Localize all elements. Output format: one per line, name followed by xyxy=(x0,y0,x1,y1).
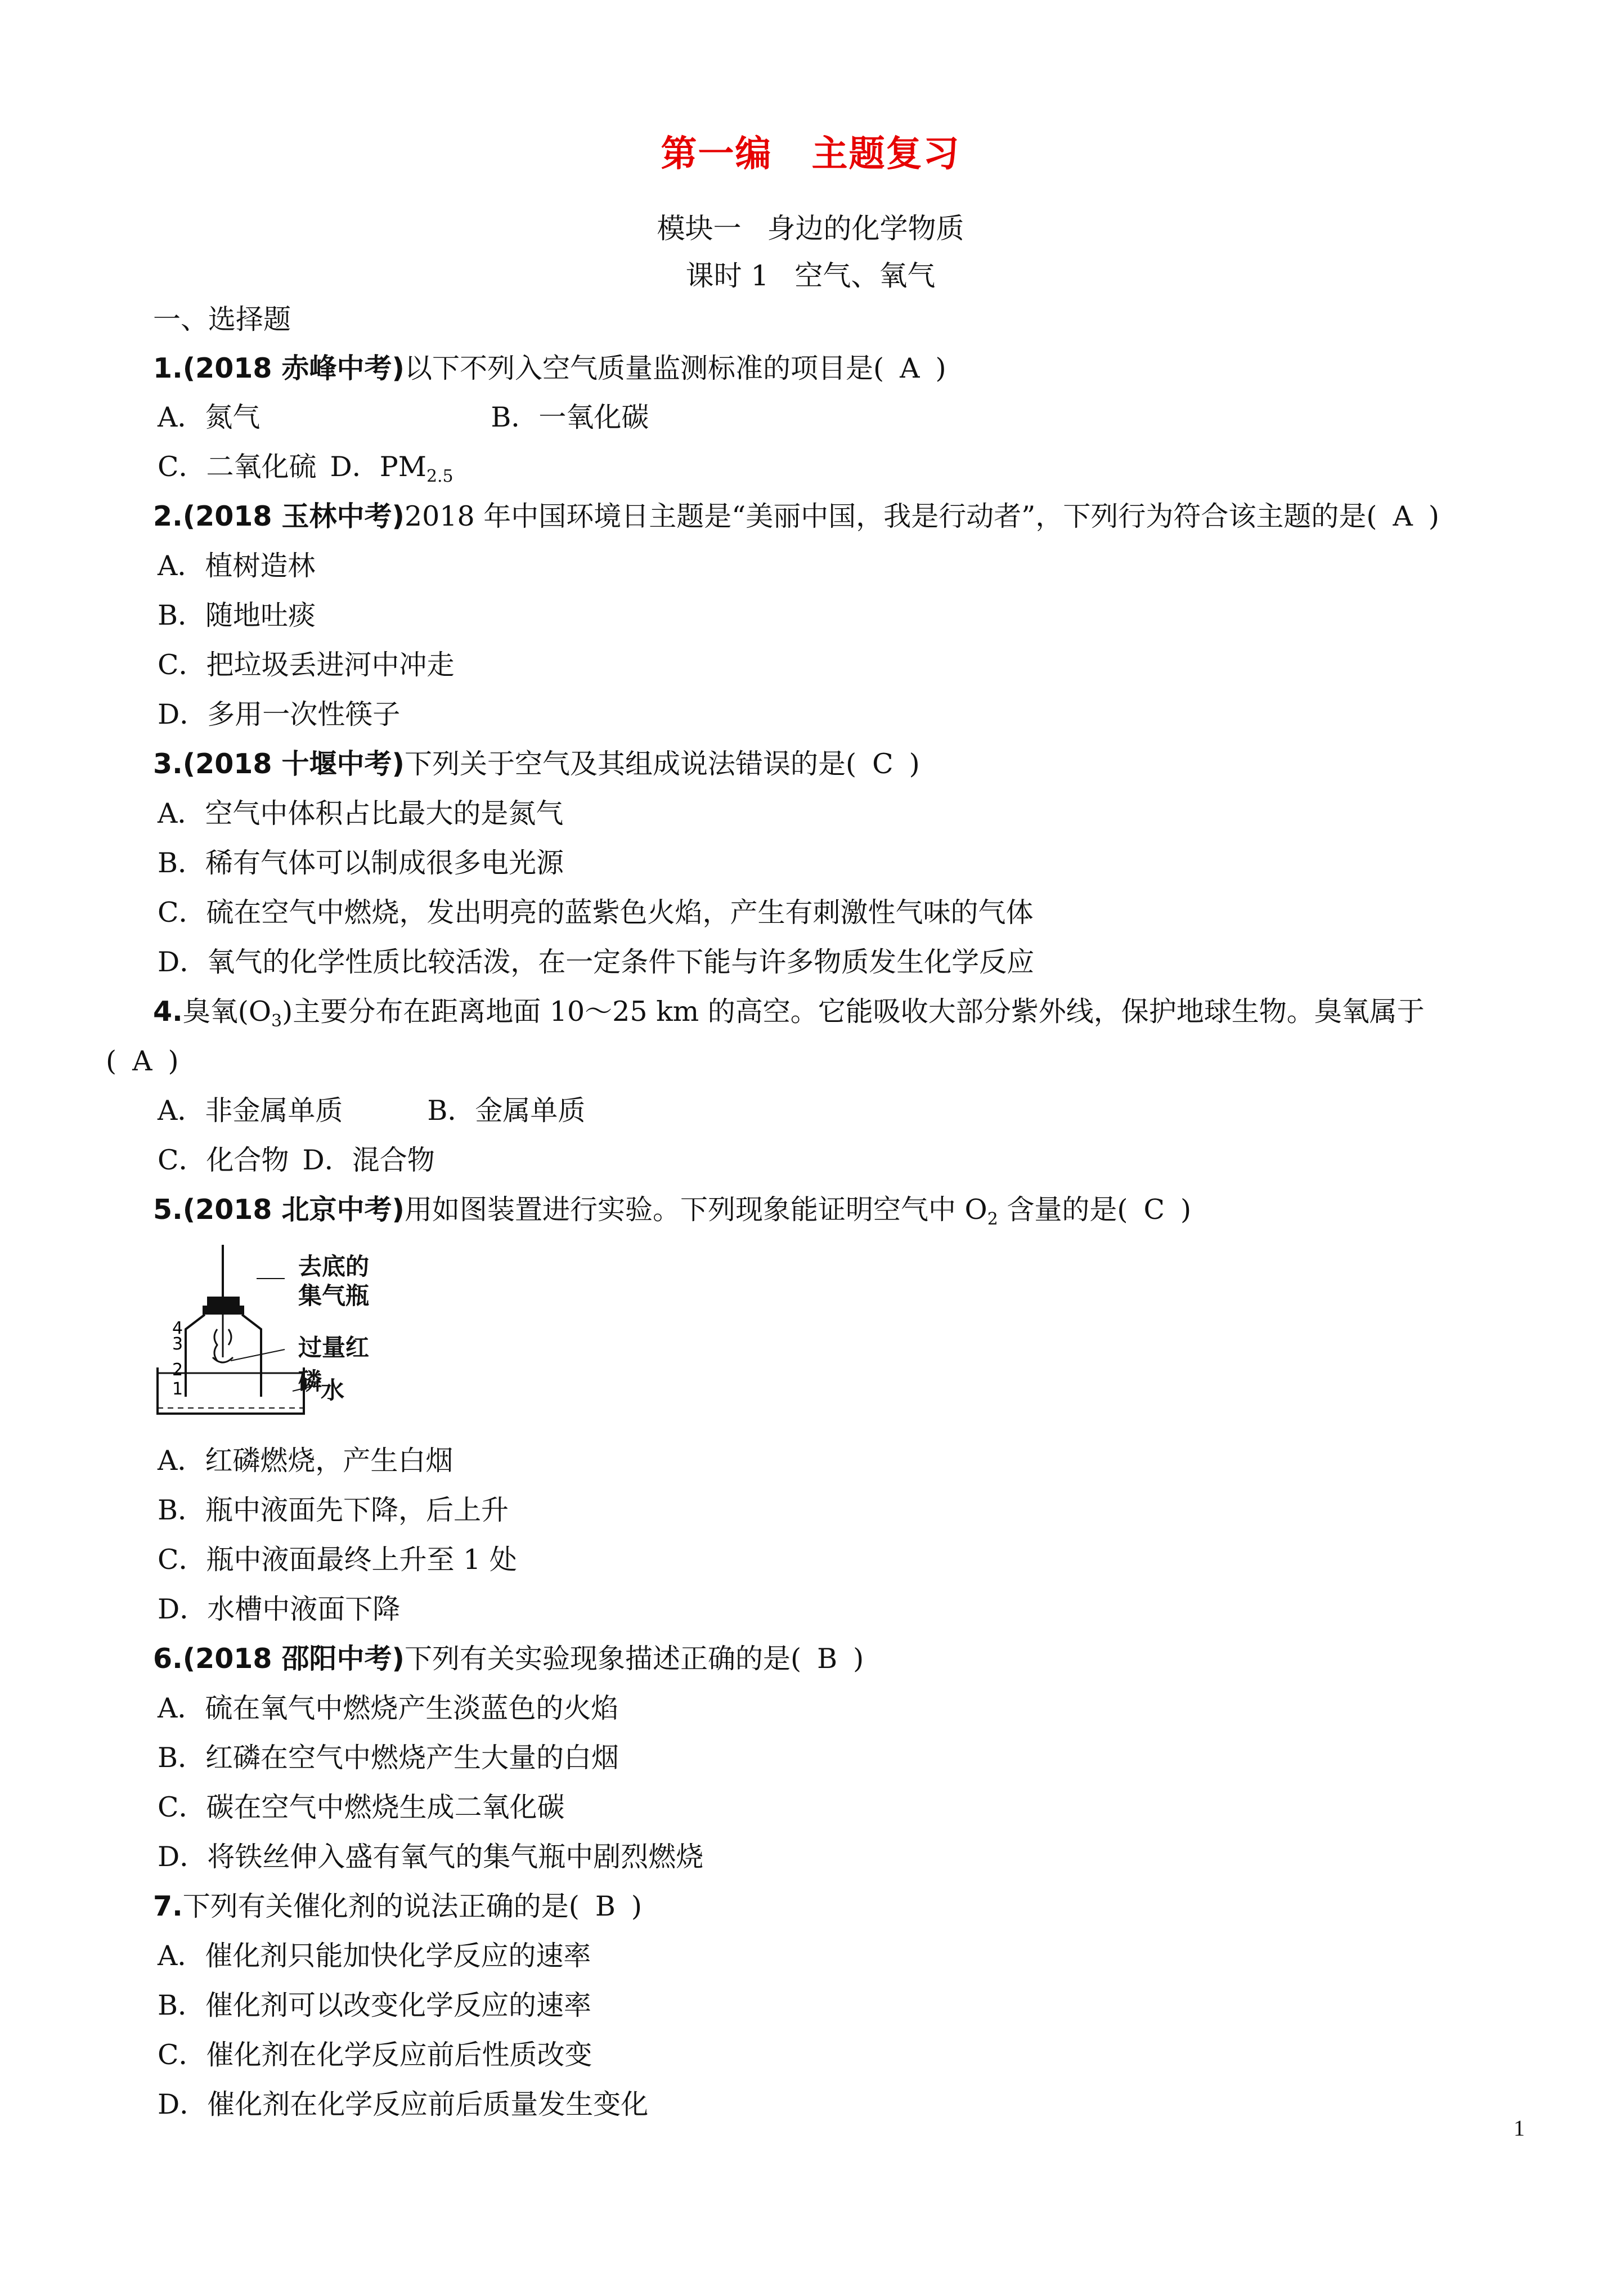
question-7-stem: 7.下列有关催化剂的说法正确的是( B ) xyxy=(153,1890,642,1922)
question-4-stem-cont: ( A ) xyxy=(106,1045,179,1077)
question-2-option: A．植树造林 xyxy=(158,550,316,582)
mark-3: 3 xyxy=(172,1334,183,1354)
question-2-stem: 2.(2018 玉林中考)2018 年中国环境日主题是“美丽中国，我是行动者”，下列行为符合该主题的是( A ) xyxy=(153,500,1439,532)
question-7-option: C．催化剂在化学反应前后性质改变 xyxy=(158,2039,592,2071)
question-2-option: D．多用一次性筷子 xyxy=(158,698,401,730)
answer: A xyxy=(1393,500,1413,532)
figure-label-water: 水 xyxy=(321,1376,345,1404)
stopper-base xyxy=(203,1306,244,1315)
answer: C xyxy=(872,748,893,780)
question-2-option: C．把垃圾丢进河中冲走 xyxy=(158,649,455,681)
lesson-label: 课时 1 xyxy=(685,259,769,292)
part-label: 第一编 xyxy=(661,133,773,175)
question-5-option: C．瓶中液面最终上升至 1 处 xyxy=(158,1544,517,1576)
question-2-option: B．随地吐痰 xyxy=(158,599,316,631)
question-7-option: A．催化剂只能加快化学反应的速率 xyxy=(158,1940,591,1972)
section-heading: 一、选择题 xyxy=(153,303,291,335)
answer: B xyxy=(595,1890,616,1922)
question-3-option: C．硫在空气中燃烧，发出明亮的蓝紫色火焰，产生有刺激性气味的气体 xyxy=(158,896,1034,929)
mark-4: 4 xyxy=(172,1319,183,1338)
lesson-title: 空气、氧气 xyxy=(794,259,936,292)
question-6-option: B．红磷在空气中燃烧产生大量的白烟 xyxy=(158,1742,619,1774)
module-title: 身边的化学物质 xyxy=(767,212,964,245)
answer: A xyxy=(132,1045,152,1077)
question-3-stem: 3.(2018 十堰中考)下列关于空气及其组成说法错误的是( C ) xyxy=(153,748,920,780)
mark-2: 2 xyxy=(172,1360,183,1380)
question-6-stem: 6.(2018 邵阳中考)下列有关实验现象描述正确的是( B ) xyxy=(153,1643,864,1675)
module-heading xyxy=(0,206,1621,246)
lesson-heading xyxy=(0,253,1621,294)
question-7-option: D．催化剂在化学反应前后质量发生变化 xyxy=(158,2088,649,2120)
question-3-option: B．稀有气体可以制成很多电光源 xyxy=(158,847,564,879)
mark-1: 1 xyxy=(172,1379,183,1399)
answer: B xyxy=(817,1643,838,1675)
figure-label-bottomless: 去底的 xyxy=(298,1253,370,1280)
question-6-option: A．硫在氧气中燃烧产生淡蓝色的火焰 xyxy=(158,1692,619,1724)
experiment-figure xyxy=(146,1245,383,1427)
figure-label-bottle: 集气瓶 xyxy=(298,1282,370,1310)
question-6-option: C．碳在空气中燃烧生成二氧化碳 xyxy=(158,1791,565,1823)
question-3-option: D．氧气的化学性质比较活泼，在一定条件下能与许多物质发生化学反应 xyxy=(158,946,1035,978)
answer: C xyxy=(1143,1194,1165,1226)
part-title: 主题复习 xyxy=(811,133,960,175)
module-label: 模块一 xyxy=(657,212,742,245)
question-4-stem: 4.臭氧$(O_3)$主要分布在距离地面 10～25 km 的高空。它能吸收大部分紫外线，保护地球生物。臭氧属于 xyxy=(153,995,1425,1031)
question-3-option: A．空气中体积占比最大的是氮气 xyxy=(158,797,564,829)
page-title xyxy=(0,125,1621,177)
question-4-options-ab: A．非金属单质 B．金属单质 xyxy=(158,1095,586,1127)
question-5-stem: 5.(2018 北京中考)用如图装置进行实验。下列现象能证明空气中 $O_2$ 含量的是( C ) xyxy=(153,1194,1192,1229)
question-1-stem: 1.(2018 赤峰中考)以下不列入空气质量监测标准的项目是( A ) xyxy=(153,352,946,384)
question-5-option: D．水槽中液面下降 xyxy=(158,1593,401,1625)
question-4-options-cd: C．化合物 D．混合物 xyxy=(158,1144,435,1176)
question-7-option: B．催化剂可以改变化学反应的速率 xyxy=(158,1989,592,2021)
figure-label-phosphorus: 过量红磷 xyxy=(298,1334,370,1395)
answer: A xyxy=(900,352,920,384)
question-5-option: B．瓶中液面先下降，后上升 xyxy=(158,1494,509,1526)
stopper xyxy=(207,1297,240,1306)
page-number: 1 xyxy=(1514,2115,1525,2141)
question-1-options-cd: C．二氧化硫 D．$PM_{2.5}$ xyxy=(158,451,453,486)
question-1-options-ab: A．氮气 B．一氧化碳 xyxy=(158,401,649,433)
flame-mark xyxy=(214,1329,217,1361)
question-6-option: D．将铁丝伸入盛有氧气的集气瓶中剧烈燃烧 xyxy=(158,1841,704,1873)
question-5-option: A．红磷燃烧，产生白烟 xyxy=(158,1445,453,1477)
